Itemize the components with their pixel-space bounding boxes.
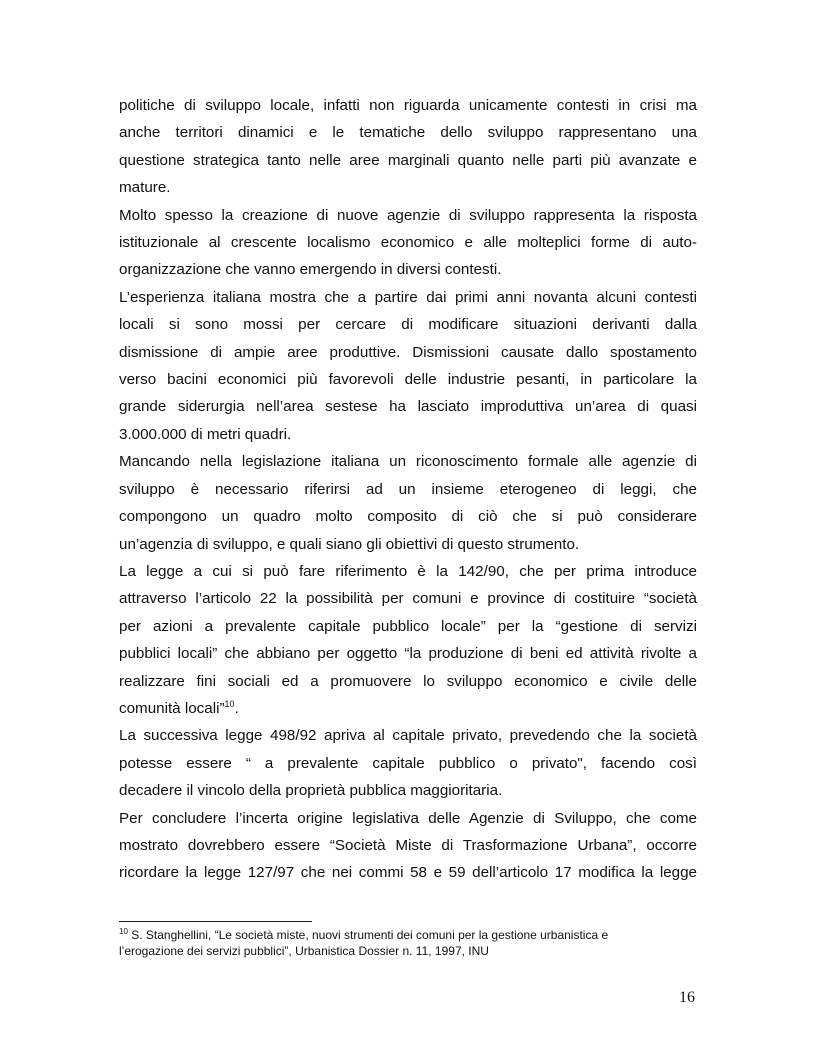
text-line: grande siderurgia nell’area sestese ha lasciato improduttiva un’area di quasi <box>119 398 697 416</box>
paragraph <box>119 805 697 887</box>
paragraph <box>119 722 697 804</box>
text-line: un’agenzia di sviluppo, e quali siano gli obiettivi di questo strumento. <box>119 535 580 553</box>
paragraph <box>119 92 697 202</box>
text-line: mature. <box>119 179 171 197</box>
footnote-line-2: l’erogazione dei servizi pubblici”, Urbanistica Dossier n. 11, 1997, INU <box>119 944 489 958</box>
text-line: locali si sono mossi per cercare di modificare situazioni derivanti dalla <box>119 316 697 334</box>
footnote <box>119 927 699 959</box>
text-line: La legge a cui si può fare riferimento è la 142/90, che per prima introduce <box>119 562 697 580</box>
text-line: politiche di sviluppo locale, infatti non riguarda unicamente contesti in crisi ma <box>119 97 697 114</box>
text-line: compongono un quadro molto composito di ciò che si può considerare <box>119 508 697 526</box>
paragraph <box>119 448 697 558</box>
paragraph <box>119 558 697 722</box>
footnote-reference[interactable]: 10 <box>224 698 235 709</box>
text-line: istituzionale al crescente localismo economico e alle molteplici forme di auto- <box>119 234 697 252</box>
paragraph <box>119 202 697 284</box>
text-line: mostrato dovrebbero essere “Società Miste di Trasformazione Urbana”, occorre <box>119 836 697 854</box>
sentence-end: . <box>234 699 239 717</box>
text-line: 3.000.000 di metri quadri. <box>119 425 292 443</box>
text-line: dismissione di ampie aree produttive. Dismissioni causate dallo spostamento <box>119 343 697 361</box>
text-line: anche territori dinamici e le tematiche dello sviluppo rappresentano una <box>119 124 697 142</box>
footnote-line-1 <box>119 927 699 943</box>
text-line: Per concludere l’incerta origine legislativa delle Agenzie di Sviluppo, che come <box>119 809 697 827</box>
text-line: attraverso l’articolo 22 la possibilità per comuni e province di costituire “società <box>119 590 697 608</box>
text-line: potesse essere “ a prevalente capitale pubblico o privato", facendo così <box>119 754 697 772</box>
text-line: Molto spesso la creazione di nuove agenzie di sviluppo rappresenta la risposta <box>119 206 697 224</box>
text-line: per azioni a prevalente capitale pubblico locale” per la “gestione di servizi <box>119 617 697 635</box>
text-line: La successiva legge 498/92 apriva al capitale privato, prevedendo che la società <box>119 727 697 745</box>
text-line: sviluppo è necessario riferirsi ad un insieme eterogeneo di leggi, che <box>119 480 697 498</box>
text-line: ricordare la legge 127/97 che nei commi 58 e 59 dell’articolo 17 modifica la legge <box>119 864 697 882</box>
footnote-text-1: S. Stanghellini, “Le società miste, nuovi strumenti dei comuni per la gestione urbanistica e <box>127 928 609 942</box>
paragraph <box>119 284 697 448</box>
body-text <box>119 92 697 887</box>
text-line: Mancando nella legislazione italiana un riconoscimento formale alle agenzie di <box>119 453 697 471</box>
text-line: pubblici locali” che abbiano per oggetto “la produzione di beni ed attività rivolte a <box>119 645 697 663</box>
text-line: comunità locali”$^{10}$. <box>119 698 239 717</box>
footnote-separator <box>119 921 312 922</box>
text-line: realizzare fini sociali ed a promuovere lo sviluppo economico e civile delle <box>119 672 697 690</box>
text-line: L’esperienza italiana mostra che a partire dai primi anni novanta alcuni contesti <box>119 288 697 306</box>
text-line: decadere il vincolo della proprietà pubblica maggioritaria. <box>119 782 503 800</box>
page-number: 16 <box>679 989 695 1006</box>
footnote-number: 10 <box>119 927 128 936</box>
text-line: questione strategica tanto nelle aree marginali quanto nelle parti più avanzate e <box>119 151 697 169</box>
text-line: verso bacini economici più favorevoli delle industrie pesanti, in particolare la <box>119 371 697 389</box>
text-line: organizzazione che vanno emergendo in diversi contesti. <box>119 261 502 279</box>
